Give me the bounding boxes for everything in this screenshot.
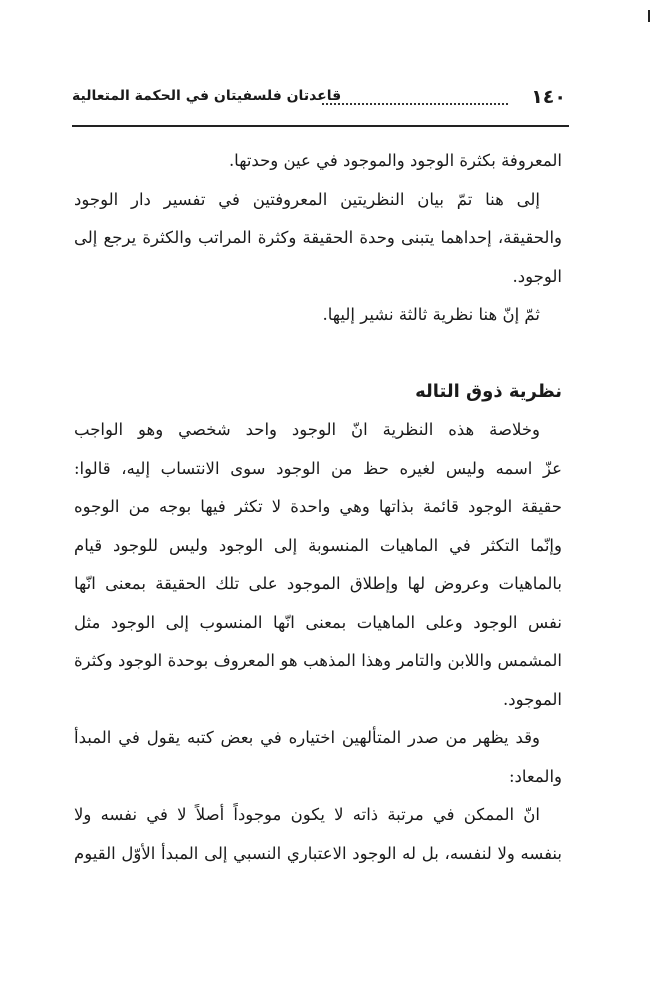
running-title: قاعدتان فلسفيتان في الحكمة المتعالية	[72, 88, 342, 104]
body-text	[74, 142, 562, 873]
header-leader-dots	[322, 103, 508, 105]
text-line: وقد يظهر من صدر المتألهين اختياره في بعض كتبه يقول في المبدأ	[74, 728, 540, 747]
text-line: بالماهيات وعروض لها وإطلاق الموجود على تلك الحقيقة بمعنى انّها	[74, 574, 562, 593]
scan-corner-mark	[648, 10, 658, 22]
text-line: ثمّ إنّ هنا نظرية ثالثة نشير إليها.	[322, 305, 540, 324]
text-line: عزّ اسمه وليس لغيره حظ من الوجود سوى الانتساب إليه، قالوا:	[74, 458, 562, 478]
text-line: والحقيقة، إحداهما يتبنى وحدة الحقيقة وكثرة المراتب والكثرة يرجع إلى	[74, 228, 562, 247]
header-rule	[72, 125, 569, 127]
text-line: انّ الممكن في مرتبة ذاته لا يكون موجوداً أصلاً لا في نفسه ولا	[74, 805, 540, 824]
text-line: نفس الوجود وعلى الماهيات بمعنى انّها المنسوب إلى الوجود مثل	[74, 612, 562, 632]
page-number: ١٤٠	[531, 86, 566, 108]
text-line: بنفسه ولا لنفسه، بل له الوجود الاعتباري النسبي إلى المبدأ الأوّل القيوم	[74, 843, 562, 863]
section-heading: نظرية ذوق التاله	[415, 380, 562, 402]
text-line: إلى هنا تمّ بيان النظريتين المعروفتين في تفسير دار الوجود	[74, 189, 540, 209]
text-line: حقيقة الوجود قائمة بذاتها وهي واحدة لا تكثر فيها بوجه من الوجوه	[74, 497, 562, 516]
text-line: المشمس واللابن والتامر وهذا المذهب هو المعروف بوحدة الوجود وكثرة	[74, 651, 562, 670]
text-line: الموجود.	[503, 689, 562, 709]
page-header	[72, 84, 568, 112]
section-gap	[74, 335, 562, 355]
text-line: والمعاد:	[508, 766, 562, 786]
text-line: المعروفة بكثرة الوجود والموجود في عين وحدتها.	[228, 151, 562, 170]
text-line: الوجود.	[512, 266, 562, 286]
text-line: وخلاصة هذه النظرية انّ الوجود واحد شخصي وهو الواجب	[74, 420, 540, 439]
text-line: وإنّما التكثر في الماهيات المنسوبة إلى الوجود وليس للوجود قيام	[74, 535, 562, 555]
